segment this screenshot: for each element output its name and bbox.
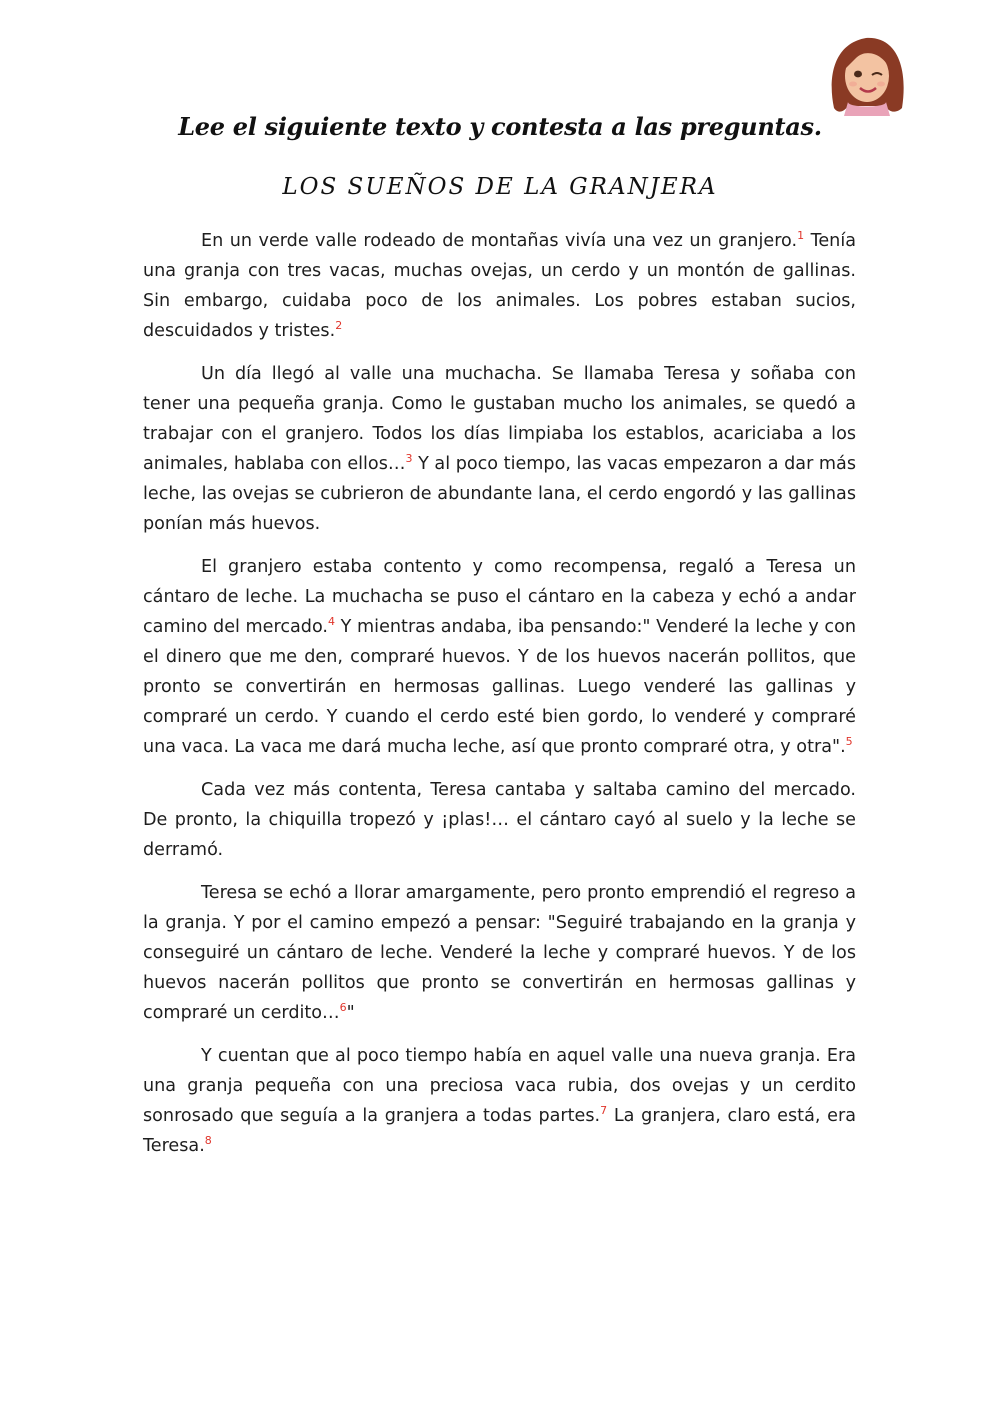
- paragraph-text: ": [346, 1003, 355, 1023]
- footnote-marker: 1: [797, 229, 805, 242]
- paragraph-text: En un verde valle rodeado de montañas vivía una vez un granjero.: [201, 231, 798, 251]
- footnote-marker: 8: [204, 1134, 212, 1147]
- avatar: [826, 30, 908, 116]
- paragraph-text: Y cuentan que al poco tiempo había en aquel valle una nueva granja. Era una granja pequeña con una preciosa vaca rubia, dos ovejas y un cerdito sonrosado que seguía a la granjera a todas partes.: [143, 1046, 856, 1126]
- paragraph-6: [143, 1041, 856, 1161]
- paragraph-text: Y al poco tiempo, las vacas empezaron a dar más leche, las ovejas se cubrieron de abundante lana, el cerdo engordó y las gallinas ponían más huevos.: [143, 454, 857, 534]
- story-text: [143, 226, 856, 1174]
- paragraph-1: [143, 226, 856, 346]
- footnote-marker: 2: [335, 319, 343, 332]
- paragraph-5: [143, 878, 856, 1028]
- footnote-marker: 6: [339, 1001, 347, 1014]
- footnote-marker: 4: [328, 615, 336, 628]
- paragraph-text: Tenía una granja con tres vacas, muchas ovejas, un cerdo y un montón de gallinas. Sin embargo, cuidaba poco de los animales. Los pobres estaban sucios, descuidados y tristes.: [143, 231, 856, 341]
- footnote-marker: 3: [405, 452, 413, 465]
- paragraph-text: Teresa se echó a llorar amargamente, pero pronto emprendió el regreso a la granja. Y por el camino empezó a pensar: "Seguiré trabajando en la granja y conseguiré un cántaro de leche. Venderé la leche y compraré huevos. Y de los huevos nacerán pollitos que pronto se convertirán en hermosas gallinas y compraré un cerdito…: [143, 883, 856, 1023]
- paragraph-text: El granjero estaba contento y como recompensa, regaló a Teresa un cántaro de leche. La muchacha se puso el cántaro en la cabeza y echó a andar camino del mercado.: [143, 557, 856, 637]
- paragraph-text: Un día llegó al valle una muchacha. Se llamaba Teresa y soñaba con tener una pequeña granja. Como le gustaban mucho los animales, se quedó a trabajar con el granjero. Todos los días limpiaba los establos, acariciaba a los animales, hablaba con ellos…: [143, 364, 856, 474]
- story-title: LOS SUEÑOS DE LA GRANJERA: [282, 174, 718, 200]
- paragraph-3: [143, 552, 856, 762]
- paragraph-4: [143, 775, 856, 865]
- footnote-marker: 7: [600, 1104, 608, 1117]
- footnote-marker: 5: [845, 735, 853, 748]
- paragraph-text: Y mientras andaba, iba pensando:" Venderé la leche y con el dinero que me den, compraré huevos. Y de los huevos nacerán pollitos, que pronto se convertirán en hermosas gallinas. Luego venderé las gallinas y compraré un cerdo. Y cuando el cerdo esté bien gordo, lo venderé y compraré una vaca. La vaca me dará mucha leche, así que pronto compraré otra, y otra".: [143, 617, 856, 757]
- paragraph-text: La granjera, claro está, era Teresa.: [143, 1106, 856, 1156]
- paragraph-2: [143, 359, 856, 539]
- instruction-heading: Lee el siguiente texto y contesta a las preguntas.: [178, 112, 822, 141]
- paragraph-text: Cada vez más contenta, Teresa cantaba y saltaba camino del mercado. De pronto, la chiquilla tropezó y ¡plas!… el cántaro cayó al suelo y la leche se derramó.: [143, 780, 856, 860]
